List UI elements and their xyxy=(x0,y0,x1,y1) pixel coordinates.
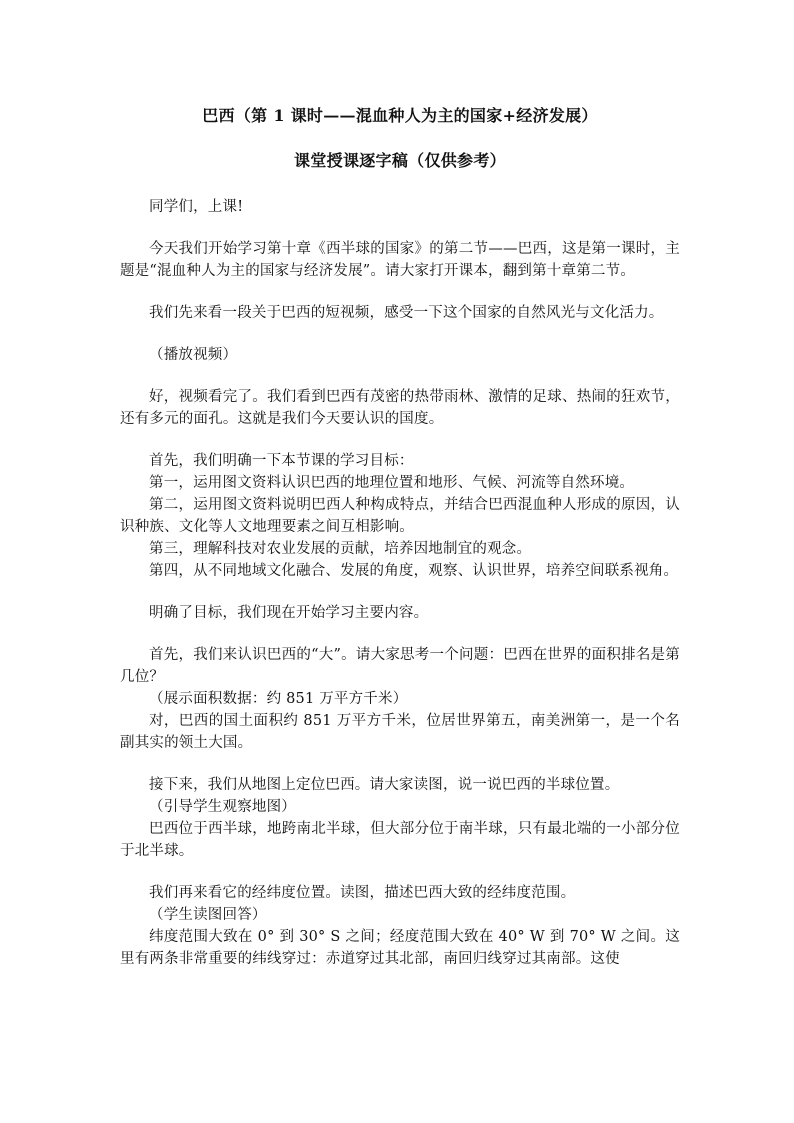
paragraph: （展示面积数据：约 851 万平方千米） xyxy=(149,691,408,707)
paragraph: 巴西位于西半球，地跨南北半球，但大部分位于南半球，只有最北端的一小部分位于北半球。 xyxy=(120,821,680,859)
paragraph-gap xyxy=(120,624,680,644)
paragraph: （学生读图回答） xyxy=(149,907,267,923)
paragraph: 好，视频看完了。我们看到巴西有茂密的热带雨林、激情的足球、热闹的狂欢节，还有多元的面孔。这就是我们今天要认识的国度。 xyxy=(120,389,680,427)
paragraph: 第三，理解科技对农业发展的贡献，培养因地制宜的观念。 xyxy=(149,541,532,557)
paragraph: 我们先来看一段关于巴西的短视频，感受一下这个国家的自然风光与文化活力。 xyxy=(149,305,664,321)
paragraph-gap xyxy=(120,366,680,386)
paragraph: 纬度范围大致在 0° 到 30° S 之间；经度范围大致在 40° W 到 70° W 之间。这里有两条非常重要的纬线穿过：赤道穿过其北部，南回归线穿过其南部。这使 xyxy=(120,929,680,967)
paragraph: 对，巴西的国土面积约 851 万平方千米，位居世界第五，南美洲第一，是一个名副其实的领土大国。 xyxy=(120,713,680,751)
paragraph-gap xyxy=(120,324,680,344)
paragraph-gap xyxy=(120,282,680,302)
transcript xyxy=(120,174,680,970)
paragraph-gap xyxy=(120,430,680,450)
paragraph: 今天我们开始学习第十章《西半球的国家》的第二节——巴西，这是第一课时，主题是“混血种人为主的国家与经济发展”。请大家打开课本，翻到第十章第二节。 xyxy=(120,241,680,279)
paragraph: 同学们，上课! xyxy=(149,199,244,215)
paragraph-gap xyxy=(120,218,680,238)
paragraph: （播放视频） xyxy=(149,347,238,363)
paragraph: 首先，我们来认识巴西的“大”。请大家思考一个问题：巴西在世界的面积排名是第几位？ xyxy=(120,647,680,685)
paragraph: 第二，运用图文资料说明巴西人种构成特点，并结合巴西混血种人形成的原因，认识种族、文化等人文地理要素之间互相影响。 xyxy=(120,497,680,535)
paragraph-gap xyxy=(120,754,680,774)
paragraph: 接下来，我们从地图上定位巴西。请大家读图，说一说巴西的半球位置。 xyxy=(149,777,620,793)
paragraph: 明确了目标，我们现在开始学习主要内容。 xyxy=(149,605,429,621)
paragraph-gap xyxy=(120,174,680,196)
document-title: 巴西（第 1 课时——混血种人为主的国家+经济发展） xyxy=(202,106,598,125)
paragraph-gap xyxy=(120,582,680,602)
paragraph: 首先，我们明确一下本节课的学习目标： xyxy=(149,453,414,469)
paragraph: 第四，从不同地域文化融合、发展的角度，观察、认识世界，培养空间联系视角。 xyxy=(149,563,679,579)
paragraph: 我们再来看它的经纬度位置。读图，描述巴西大致的经纬度范围。 xyxy=(149,885,576,901)
document-body xyxy=(120,103,680,970)
document-subtitle: 课堂授课逐字稿（仅供参考） xyxy=(294,151,506,170)
paragraph: 第一，运用图文资料认识巴西的地理位置和地形、气候、河流等自然环境。 xyxy=(149,475,635,491)
paragraph-gap xyxy=(120,862,680,882)
paragraph: （引导学生观察地图） xyxy=(149,799,296,815)
